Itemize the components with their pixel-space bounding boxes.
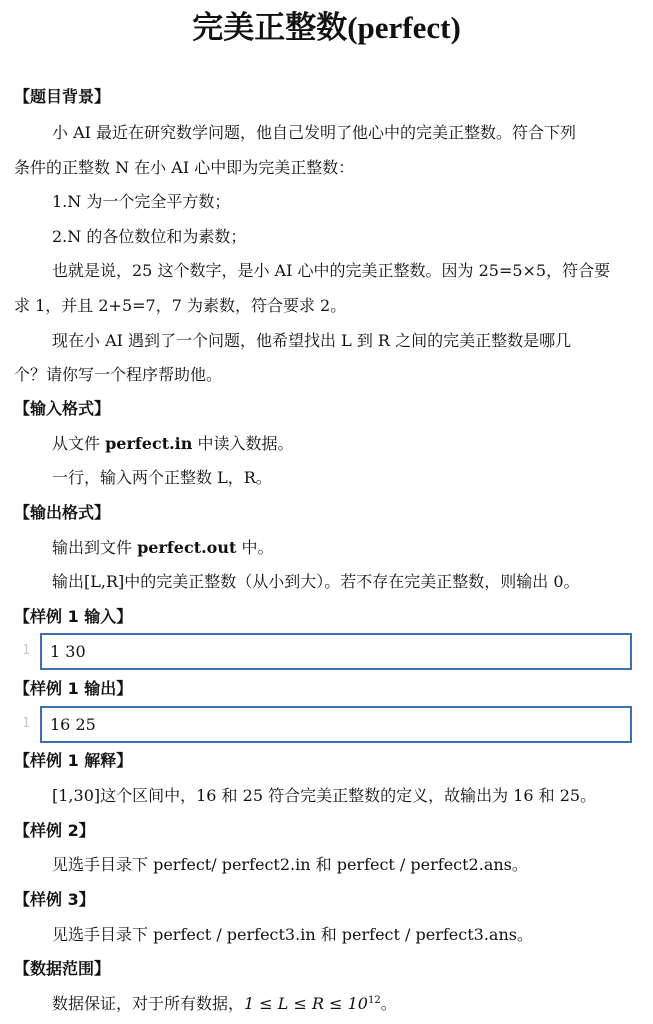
heading-data-range: 【数据范围】 xyxy=(14,959,111,978)
output-format-suffix: 中。 xyxy=(236,538,274,557)
output-format-line-1 xyxy=(52,537,273,559)
output-filename: perfect.out xyxy=(137,538,237,557)
background-paragraph-2-line-1: 也就是说，25 这个数字，是小 AI 心中的完美正整数。因为 25=5×5，符合要 xyxy=(52,261,611,280)
heading-sample-1-explanation: 【样例 1 解释】 xyxy=(14,751,133,770)
title-chinese: 完美正整数 xyxy=(192,10,348,46)
background-paragraph-1-line-2: 条件的正整数 N 在小 AI 心中即为完美正整数： xyxy=(14,158,355,177)
condition-2: 2.N 的各位数位和为素数； xyxy=(52,227,247,246)
background-paragraph-3-line-2: 个？请你写一个程序帮助他。 xyxy=(14,365,223,384)
sample-1-output-field[interactable] xyxy=(40,706,632,743)
output-format-prefix: 输出到文件 xyxy=(52,538,138,557)
heading-sample-2: 【样例 2】 xyxy=(14,821,95,840)
data-range-exponent: 12 xyxy=(367,995,381,1006)
sample-1-input-field[interactable] xyxy=(40,633,632,670)
heading-sample-1-input: 【样例 1 输入】 xyxy=(14,607,133,626)
input-filename: perfect.in xyxy=(105,434,193,453)
title-english: (perfect) xyxy=(347,10,461,45)
sample-3-text: 见选手目录下 perfect / perfect3.in 和 perfect / perfect3.ans。 xyxy=(52,925,533,944)
input-format-prefix: 从文件 xyxy=(52,434,106,453)
sample-1-output-code-block[interactable] xyxy=(14,706,630,742)
heading-background: 【题目背景】 xyxy=(14,87,111,106)
heading-input-format: 【输入格式】 xyxy=(14,399,111,418)
sample-1-explanation-text: [1,30]这个区间中，16 和 25 符合完美正整数的定义，故输出为 16 和 25。 xyxy=(52,786,597,805)
sample-1-input-code-block[interactable] xyxy=(14,633,630,669)
heading-output-format: 【输出格式】 xyxy=(14,503,111,522)
input-format-suffix: 中读入数据。 xyxy=(192,434,294,453)
background-paragraph-3-line-1: 现在小 AI 遇到了一个问题，他希望找出 L 到 R 之间的完美正整数是哪几 xyxy=(52,331,572,350)
background-paragraph-2-line-2: 求 1，并且 2+5=7，7 为素数，符合要求 2。 xyxy=(14,296,347,315)
input-format-line-1 xyxy=(52,433,293,455)
data-range-suffix: 。 xyxy=(380,994,397,1013)
page-title xyxy=(0,6,653,50)
line-number: 1 xyxy=(22,716,30,731)
sample-2-text: 见选手目录下 perfect/ perfect2.in 和 perfect / perfect2.ans。 xyxy=(52,855,528,874)
line-number: 1 xyxy=(22,643,30,658)
data-range-formula: 1 ≤ L ≤ R ≤ 10 xyxy=(244,994,368,1013)
condition-1: 1.N 为一个完全平方数； xyxy=(52,192,231,211)
heading-sample-1-output: 【样例 1 输出】 xyxy=(14,679,133,698)
data-range-prefix: 数据保证，对于所有数据， xyxy=(52,994,245,1013)
output-format-line-2: 输出[L,R]中的完美正整数（从小到大）。若不存在完美正整数，则输出 0。 xyxy=(52,572,580,591)
background-paragraph-1-line-1: 小 AI 最近在研究数学问题，他自己发明了他心中的完美正整数。符合下列 xyxy=(52,123,577,142)
input-format-line-2: 一行，输入两个正整数 L，R。 xyxy=(52,468,272,487)
sample-1-input-content: 1 30 xyxy=(50,642,86,661)
heading-sample-3: 【样例 3】 xyxy=(14,890,95,909)
data-range-text xyxy=(52,993,397,1015)
sample-1-output-content: 16 25 xyxy=(50,715,96,734)
